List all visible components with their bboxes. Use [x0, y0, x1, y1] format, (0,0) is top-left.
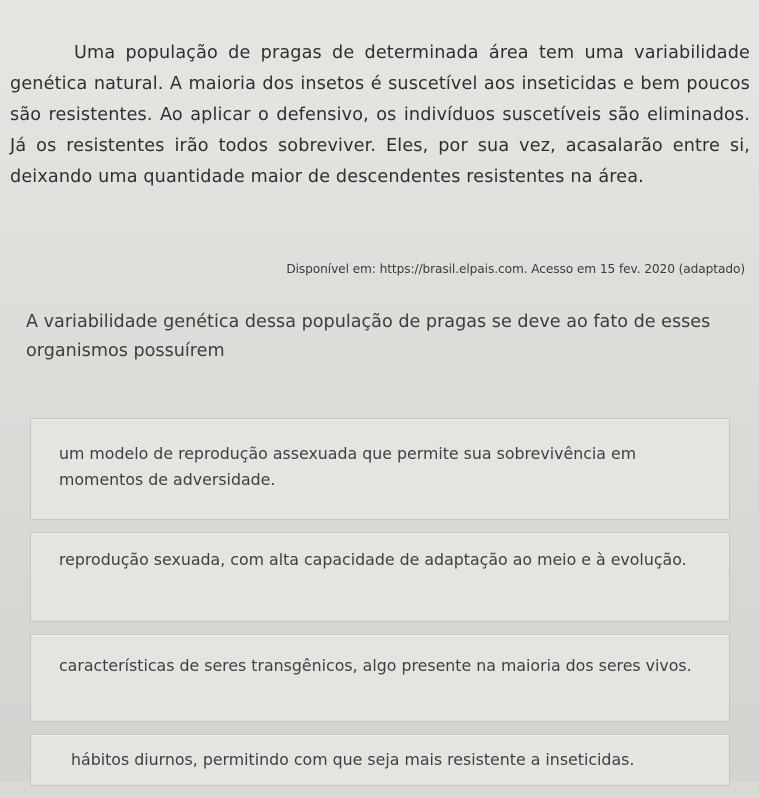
answer-option-3[interactable]: características de seres transgênicos, algo presente na maioria dos seres vivos. — [30, 634, 730, 722]
answer-option-1[interactable]: um modelo de reprodução assexuada que permite sua sobrevivência em momentos de adversidade. — [30, 418, 730, 520]
question-stem: A variabilidade genética dessa população de pragas se deve ao fato de esses organismos possuírem — [26, 312, 711, 361]
answer-option-2[interactable]: reprodução sexuada, com alta capacidade de adaptação ao meio e à evolução. — [30, 532, 730, 622]
answer-option-4[interactable]: hábitos diurnos, permitindo com que seja mais resistente a inseticidas. — [30, 734, 730, 786]
passage-text: Uma população de pragas de determinada área tem uma variabilidade genética natural. A maioria dos insetos é suscetível aos inseticidas e bem poucos são resistentes. Ao aplicar o defensivo, os indivíduos suscetíveis são eliminados. Já os resistentes irão todos sobreviver. Eles, por sua vez, acasalarão entre si, deixando uma quantidade maior de descendentes resistentes na área. — [10, 42, 750, 187]
answer-options — [30, 418, 730, 798]
source-citation: Disponível em: https://brasil.elpais.com. Acesso em 15 fev. 2020 (adaptado) — [286, 262, 745, 276]
